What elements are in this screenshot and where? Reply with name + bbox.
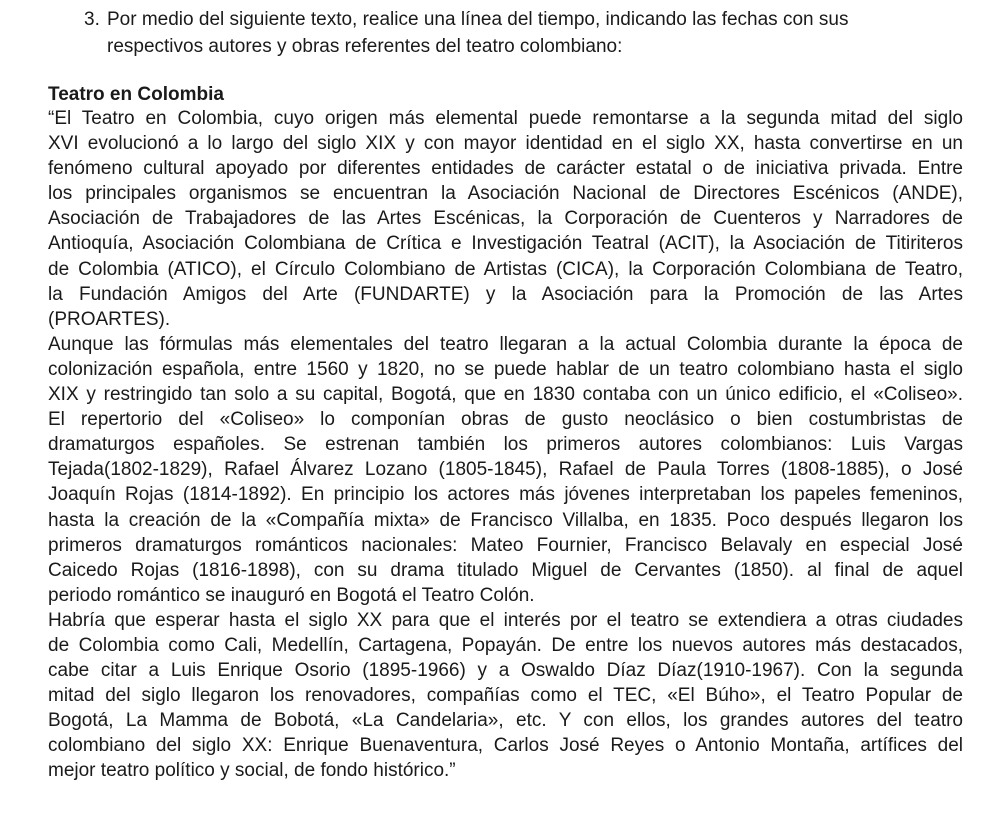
text-line: la Fundación Amigos del Arte (FUNDARTE) y la Asociación para la Promoción de las Artes [48, 283, 963, 305]
text-line: El repertorio del «Coliseo» lo componían obras de gusto neoclásico o bien costumbristas de [48, 409, 963, 431]
text-line: Bogotá, La Mamma de Bobotá, «La Candelaria», etc. Y con ellos, los grandes autores del teatro [48, 710, 963, 732]
text-line: Antioquía, Asociación Colombiana de Crítica e Investigación Teatral (ACIT), la Asociación de Titiriteros [48, 233, 963, 255]
text-line: colombiano del siglo XX: Enrique Buenaventura, Carlos José Reyes o Antonio Montaña, artífices del [48, 735, 963, 757]
question-number: 3. [84, 9, 100, 30]
text-line: hasta la creación de la «Compañía mixta» de Francisco Villalba, en 1835. Poco después llegaron los [48, 509, 963, 531]
text-line: Asociación de Trabajadores de las Artes Escénicas, la Corporación de Cuenteros y Narradores de [48, 208, 963, 230]
text-line: mejor teatro político y social, de fondo histórico.” [48, 760, 456, 782]
text-line: mitad del siglo llegaron los renovadores, compañías como el TEC, «El Búho», el Teatro Popular de [48, 685, 963, 707]
text-line: “El Teatro en Colombia, cuyo origen más elemental puede remontarse a la segunda mitad del siglo [48, 108, 963, 129]
text-line: periodo romántico se inauguró en Bogotá el Teatro Colón. [48, 584, 535, 606]
question-line: respectivos autores y obras referentes del teatro colombiano: [107, 36, 623, 57]
text-line: fenómeno cultural apoyado por diferentes entidades de carácter estatal o de iniciativa privada. Entre [48, 158, 963, 180]
text-line: primeros dramaturgos románticos nacionales: Mateo Fournier, Francisco Belavaly en especial José [48, 534, 963, 556]
text-line: dramaturgos españoles. Se estrenan también los primeros autores colombianos: Luis Vargas [48, 434, 963, 456]
text-line: colonización española, entre 1560 y 1820, no se puede hablar de un teatro colombiano hasta el siglo [48, 358, 963, 380]
text-line: (PROARTES). [48, 308, 171, 330]
text-line: Habría que esperar hasta el siglo XX para que el interés por el teatro se extendiera a otras ciudades [48, 609, 963, 631]
text-line: los principales organismos se encuentran la Asociación Nacional de Directores Escénicos (ANDE), [48, 183, 963, 205]
text-line: Caicedo Rojas (1816-1898), con su drama titulado Miguel de Cervantes (1850). al final de aquel [48, 559, 963, 581]
text-line: de Colombia (ATICO), el Círculo Colombiano de Artistas (CICA), la Corporación Colombiana de Teatro, [48, 258, 963, 280]
text-line: XVI evolucionó a lo largo del siglo XIX y con mayor identidad en el siglo XX, hasta convertirse en un [48, 133, 963, 155]
section-heading: Teatro en Colombia [48, 84, 224, 105]
text-line: XIX y restringido tan solo a su capital, Bogotá, que en 1830 contaba con un único edificio, el «Coliseo». [48, 384, 963, 406]
text-line: de Colombia como Cali, Medellín, Cartagena, Popayán. De entre los nuevos autores más destacados, [48, 634, 963, 656]
text-line: Tejada(1802-1829), Rafael Álvarez Lozano (1805-1845), Rafael de Paula Torres (1808-1885), o José [48, 459, 963, 481]
text-line: cabe citar a Luis Enrique Osorio (1895-1966) y a Oswaldo Díaz Díaz(1910-1967). Con la segunda [48, 660, 963, 682]
question-line: Por medio del siguiente texto, realice una línea del tiempo, indicando las fechas con sus [107, 9, 849, 30]
text-line: Joaquín Rojas (1814-1892). En principio los actores más jóvenes interpretaban los papeles femeninos, [48, 484, 963, 506]
body-text [48, 106, 963, 784]
text-line: Aunque las fórmulas más elementales del teatro llegaran a la actual Colombia durante la época de [48, 333, 963, 355]
